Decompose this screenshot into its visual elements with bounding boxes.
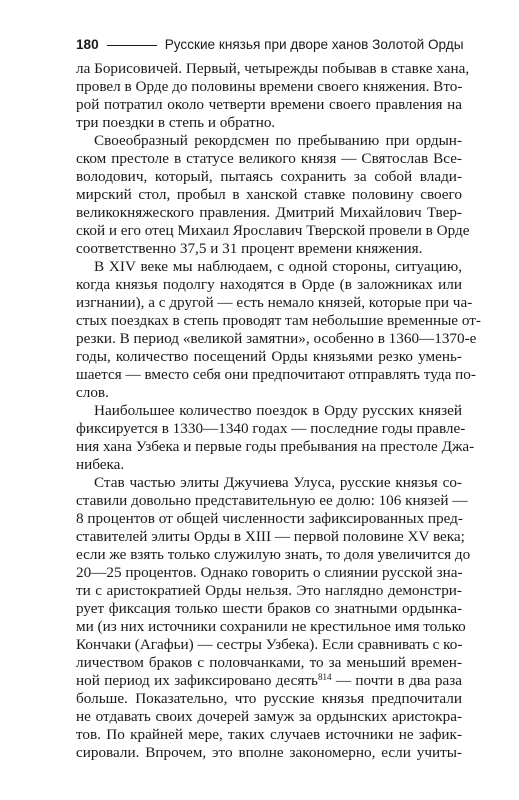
running-header: [76, 36, 486, 54]
text-line: Наибольшее количество поездок в Орду русских князей: [94, 402, 462, 419]
body-text: [76, 60, 481, 762]
text-line: ла Борисовичей. Первый, четырежды побывав в ставке хана,: [76, 60, 470, 77]
text-line: ставили довольно представительную ее долю: 106 князей —: [76, 492, 468, 509]
text-line: [76, 672, 462, 690]
text-line: ния хана Узбека и первые годы пребывания на престоле Джа-: [76, 438, 475, 455]
text-line: 8 процентов от общей численности зафиксированных пред-: [76, 510, 463, 527]
text-line: если же взять только служилую знать, то доля увеличится до: [76, 546, 471, 563]
text-line: тов. По крайней мере, таких случаев источники не зафик-: [76, 726, 462, 743]
text-line: три поездки в степь и обратно.: [76, 114, 276, 131]
text-line: шается — вместо себя они предпочитают отправлять туда по-: [76, 366, 476, 383]
page-number: 180: [76, 37, 99, 52]
text-line: нибека.: [76, 456, 125, 473]
text-segment: — почти в два раза: [331, 672, 462, 689]
text-line: великокняжеского правления. Дмитрий Михайлович Твер-: [76, 204, 462, 221]
text-segment: ной период их зафиксировано десять: [76, 672, 318, 689]
text-line: когда князья подолгу находятся в Орде (в заложниках или: [76, 276, 462, 293]
text-line: ском престоле в статусе великого князя — Святослав Все-: [76, 150, 462, 167]
text-line: слов.: [76, 384, 109, 401]
text-line: Став частью элиты Джучиева Улуса, русские князья со-: [94, 474, 462, 491]
running-title: Русские князья при дворе ханов Золотой Орды: [164, 37, 464, 52]
text-line: соответственно 37,5 и 31 процент времени княжения.: [76, 240, 423, 257]
text-line: резки. В период «великой замятни», особенно в 1360—1370-е: [76, 330, 477, 347]
text-line: ми (из них источники сохранили не крестильное имя только: [76, 618, 466, 635]
footnote-marker: 814: [317, 672, 332, 682]
text-line: Своеобразный рекордсмен по пребыванию при ордын-: [94, 132, 462, 149]
text-line: фиксируется в 1330—1340 годах — последние годы правле-: [76, 420, 466, 437]
text-line: не отдавать своих дочерей замуж за ордынских аристокра-: [76, 708, 462, 725]
text-line: рует фиксация только шести браков со знатными ордынка-: [76, 600, 462, 617]
text-line: ти с аристократией Орды нельзя. Это наглядно демонстри-: [76, 582, 462, 599]
text-line: ской и его отец Михаил Ярославич Тверской провели в Орде: [76, 222, 470, 239]
text-line: мирский стол, пробыл в ханской ставке половину своего: [76, 186, 462, 203]
text-line: ставителей элиты Орды в XIII — первой половине XV века;: [76, 528, 465, 545]
text-line: рой потратил около четверти времени своего правления на: [76, 96, 462, 113]
text-line: провел в Орде до половины времени своего княжения. Вто-: [76, 78, 463, 95]
text-line: личеством браков с половчанками, то за меньший времен-: [76, 654, 462, 671]
text-line: 20—25 процентов. Однако говорить о слиянии русской зна-: [76, 564, 463, 581]
text-line: володович, который, пытаясь сохранить за собой влади-: [76, 168, 462, 185]
text-line: сировали. Впрочем, это вполне закономерно, если учиты-: [76, 744, 462, 761]
header-rule: [107, 45, 157, 46]
text-line: годы, количество посещений Орды князьями резко умень-: [76, 348, 462, 365]
text-line: Кончаки (Агафьи) — сестры Узбека). Если сравнивать с ко-: [76, 636, 463, 653]
text-line: В XIV веке мы наблюдаем, с одной стороны, ситуацию,: [94, 258, 462, 275]
text-line: изгнании), а с другой — есть немало князей, которые при ча-: [76, 294, 473, 311]
text-line: больше. Показательно, что русские князья предпочитали: [76, 690, 462, 707]
text-line: стых поездках в степь проводят там небольшие временные от-: [76, 312, 481, 329]
